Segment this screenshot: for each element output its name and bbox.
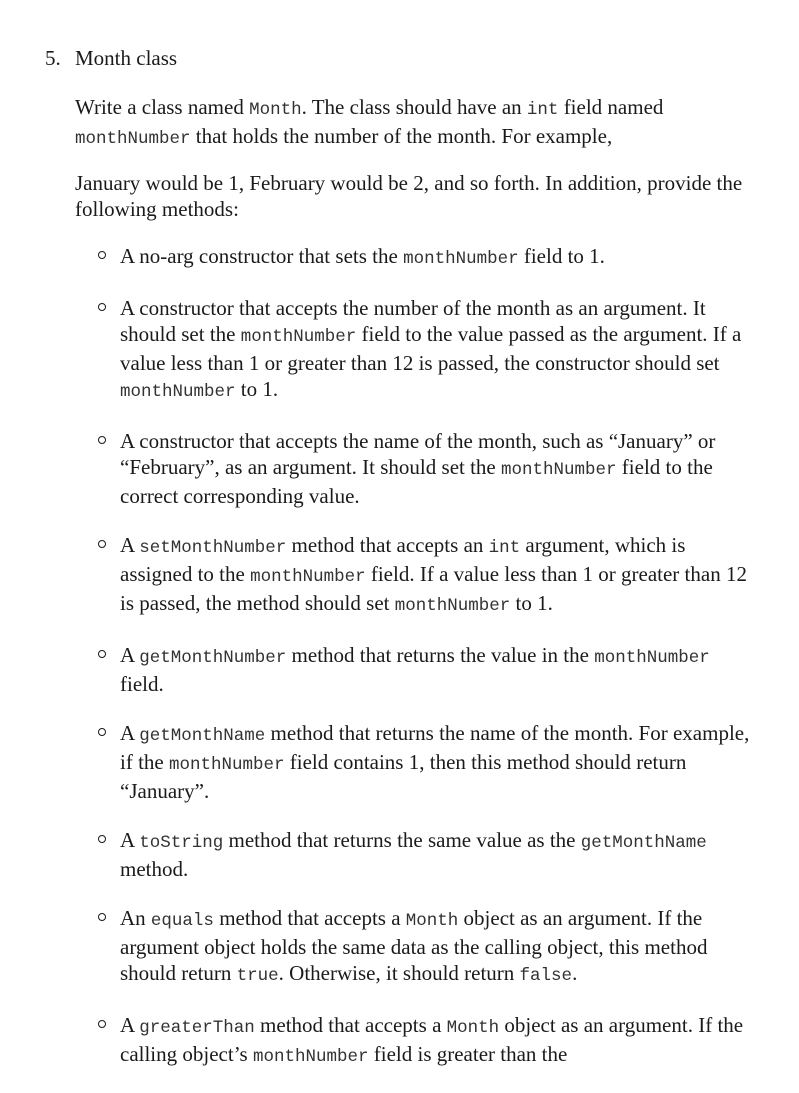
inline-code: false xyxy=(519,966,573,986)
method-list-item xyxy=(120,243,750,272)
inline-code: int xyxy=(488,538,521,558)
text-run: . The class should have an xyxy=(301,95,527,119)
text-run: method that returns the same value as the xyxy=(223,828,581,852)
inline-code: setMonthNumber xyxy=(139,538,287,558)
inline-code: getMonthNumber xyxy=(139,648,287,668)
text-run: A xyxy=(120,533,140,557)
text-run: field. If a value less than 1 or greater than 12 is passed, the method should set xyxy=(120,562,747,615)
method-list-item xyxy=(120,720,750,804)
inline-code: getMonthName xyxy=(139,726,266,746)
text-run: field to 1. xyxy=(518,244,605,268)
intro-paragraph-2 xyxy=(75,170,765,222)
text-run: A no-arg constructor that sets the xyxy=(120,244,404,268)
inline-code: monthNumber xyxy=(240,327,357,347)
inline-code: monthNumber xyxy=(75,129,191,149)
method-list-item xyxy=(120,1012,750,1070)
inline-code: monthNumber xyxy=(594,648,710,668)
inline-code: Month xyxy=(446,1018,500,1038)
method-list-item xyxy=(120,827,750,882)
text-run: A xyxy=(120,828,140,852)
inline-code: monthNumber xyxy=(501,460,617,480)
section-heading xyxy=(45,45,177,71)
text-run: field is greater than the xyxy=(368,1042,568,1066)
method-list-item xyxy=(120,642,750,697)
text-run: object as an argument. If the argument object holds the same data as the calling object, this method should return xyxy=(120,906,708,985)
section-number: 5. xyxy=(45,46,61,70)
text-run: method that accepts an xyxy=(286,533,489,557)
text-run: . Otherwise, it should return xyxy=(278,961,520,985)
text-run: method. xyxy=(120,857,189,881)
text-run: argument, which is assigned to the xyxy=(120,533,686,586)
text-run: field. xyxy=(120,672,164,696)
text-run: A xyxy=(120,721,140,745)
inline-code: monthNumber xyxy=(120,382,236,402)
inline-code: greaterThan xyxy=(139,1018,255,1038)
text-run: An xyxy=(120,906,151,930)
inline-code: monthNumber xyxy=(168,755,285,775)
intro-paragraph-1 xyxy=(75,94,765,152)
text-run: object as an argument. If the calling object’s xyxy=(120,1013,744,1066)
text-run: field to the correct corresponding value. xyxy=(120,455,713,508)
text-run: method that returns the value in the xyxy=(286,643,595,667)
inline-code: getMonthName xyxy=(580,833,707,853)
text-run: . xyxy=(572,961,578,985)
text-run: January would be 1, February would be 2, and so forth. In addition, provide the following methods: xyxy=(75,171,743,221)
method-list xyxy=(120,243,750,1093)
inline-code: equals xyxy=(150,911,214,931)
section-title: Month class xyxy=(75,46,178,70)
method-list-item xyxy=(120,295,750,405)
text-run: method that accepts a xyxy=(254,1013,447,1037)
inline-code: monthNumber xyxy=(252,1047,369,1067)
text-run: field to the value passed as the argument. If a value less than 1 or greater than 12 is passed, the constructor should set xyxy=(120,322,742,375)
text-run: A xyxy=(120,1013,140,1037)
inline-code: Month xyxy=(405,911,459,931)
text-run: A constructor that accepts the number of the month as an argument. It should set the xyxy=(120,296,706,346)
inline-code: true xyxy=(236,966,279,986)
text-run: to 1. xyxy=(510,591,553,615)
inline-code: Month xyxy=(249,100,302,120)
inline-code: int xyxy=(526,100,559,120)
text-run: field contains 1, then this method should return “January”. xyxy=(120,750,687,803)
text-run: field named xyxy=(558,95,664,119)
text-run: to 1. xyxy=(235,377,279,401)
text-run: A constructor that accepts the name of the month, such as “January” or “February”, as an argument. It should set the xyxy=(120,429,716,479)
method-list-item xyxy=(120,428,750,509)
inline-code: monthNumber xyxy=(250,567,366,587)
inline-code: monthNumber xyxy=(403,249,519,269)
text-run: method that accepts a xyxy=(213,906,406,930)
text-run: A xyxy=(120,643,140,667)
method-list-item xyxy=(120,905,750,989)
inline-code: monthNumber xyxy=(394,596,511,616)
inline-code: toString xyxy=(139,833,224,853)
text-run: Write a class named xyxy=(75,95,250,119)
method-list-item xyxy=(120,532,750,619)
text-run: that holds the number of the month. For example, xyxy=(190,124,613,148)
text-run: method that returns the name of the month. For example, if the xyxy=(120,721,750,774)
